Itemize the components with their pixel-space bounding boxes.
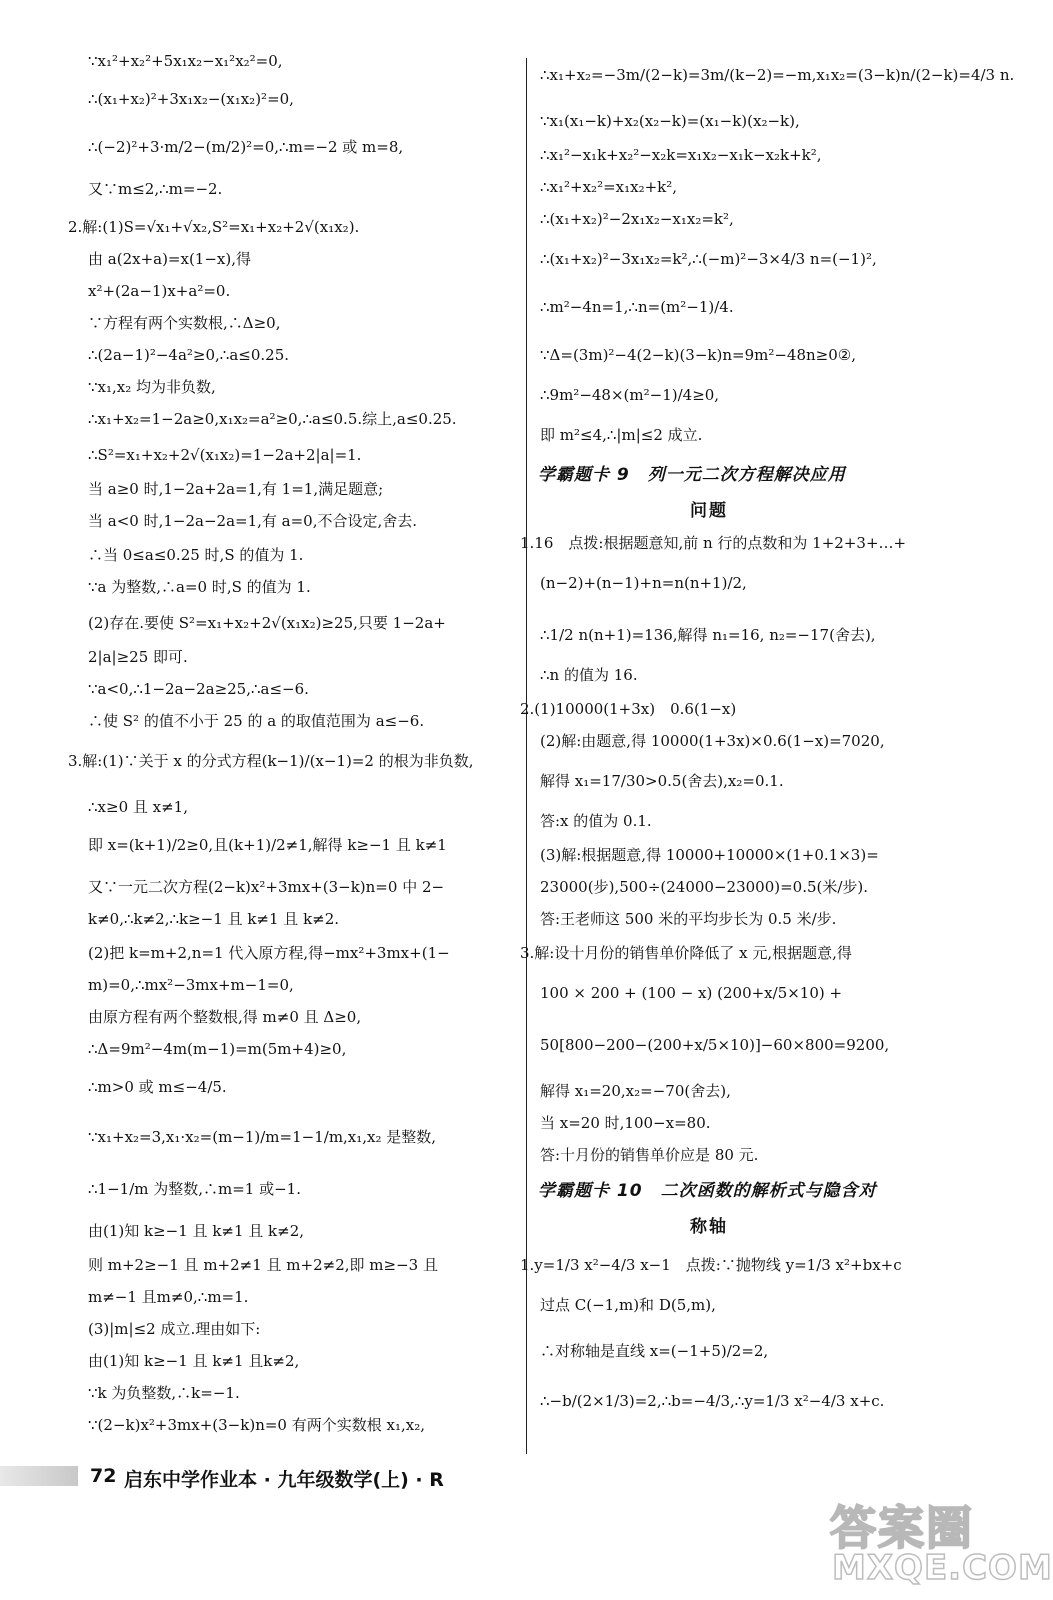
text-line: ∴(x₁+x₂)²−3x₁x₂=k²,∴(−m)²−3×4/3 n=(−1)²,	[540, 250, 877, 268]
text-line: ∴x₁²+x₂²=x₁x₂+k²,	[540, 178, 678, 196]
page-number: 72	[90, 1465, 117, 1487]
text-line: 50[800−200−(200+x/5×10)]−60×800=9200,	[540, 1036, 890, 1054]
text-line: ∵Δ=(3m)²−4(2−k)(3−k)n=9m²−48n≥0②,	[540, 346, 857, 364]
text-line: ∴−b/(2×1/3)=2,∴b=−4/3,∴y=1/3 x²−4/3 x+c.	[540, 1392, 885, 1410]
text-line: 2.解:(1)S=√x₁+√x₂,S²=x₁+x₂+2√(x₁x₂).	[68, 218, 360, 236]
text-line: 解得 x₁=17/30>0.5(舍去),x₂=0.1.	[540, 772, 784, 790]
card10-title: 学霸题卡 10 二次函数的解析式与隐含对	[538, 1181, 877, 1201]
text-line: ∵x₁²+x₂²+5x₁x₂−x₁²x₂²=0,	[88, 52, 283, 70]
text-line: 当 a≥0 时,1−2a+2a=1,有 1=1,满足题意;	[88, 480, 384, 498]
text-line: (2)存在.要使 S²=x₁+x₂+2√(x₁x₂)≥25,只要 1−2a+	[88, 614, 446, 632]
text-line: 3.解:(1)∵关于 x 的分式方程(k−1)/(x−1)=2 的根为非负数,	[68, 752, 474, 770]
watermark-text: 答案圈	[830, 1501, 974, 1555]
text-line: ∴x≥0 且 x≠1,	[88, 798, 188, 816]
text-line: ∴当 0≤a≤0.25 时,S 的值为 1.	[88, 546, 304, 564]
text-line: 当 x=20 时,100−x=80.	[540, 1114, 711, 1132]
text-line: ∴(x₁+x₂)²+3x₁x₂−(x₁x₂)²=0,	[88, 90, 294, 108]
text-line: 则 m+2≥−1 且 m+2≠1 且 m+2≠2,即 m≥−3 且	[88, 1256, 438, 1274]
text-line: ∴对称轴是直线 x=(−1+5)/2=2,	[540, 1342, 769, 1360]
text-line: 过点 C(−1,m)和 D(5,m),	[540, 1296, 716, 1314]
text-line: 2.(1)10000(1+3x) 0.6(1−x)	[520, 700, 737, 718]
text-line: 答:王老师这 500 米的平均步长为 0.5 米/步.	[540, 910, 837, 928]
text-line: 又∵一元二次方程(2−k)x²+3mx+(3−k)n=0 中 2−	[88, 878, 445, 896]
page-footer	[0, 1456, 1020, 1496]
text-line: 1.y=1/3 x²−4/3 x−1 点拨:∵抛物线 y=1/3 x²+bx+c	[520, 1256, 902, 1274]
text-line: ∵a 为整数,∴a=0 时,S 的值为 1.	[88, 578, 311, 596]
column-divider	[526, 58, 527, 1454]
card9-subtitle: 问题	[690, 501, 728, 521]
text-line: ∴(−2)²+3·m/2−(m/2)²=0,∴m=−2 或 m=8,	[88, 138, 404, 156]
text-line: 由 a(2x+a)=x(1−x),得	[88, 250, 252, 268]
text-line: ∴Δ=9m²−4m(m−1)=m(5m+4)≥0,	[88, 1040, 347, 1058]
book-title: 启东中学作业本 · 九年级数学(上) · R	[124, 1469, 444, 1491]
text-line: ∴m²−4n=1,∴n=(m²−1)/4.	[540, 298, 734, 316]
text-line: 当 a<0 时,1−2a−2a=1,有 a=0,不合设定,舍去.	[88, 512, 418, 530]
text-line: ∴使 S² 的值不小于 25 的 a 的取值范围为 a≤−6.	[88, 712, 425, 730]
text-line: k≠0,∴k≠2,∴k≥−1 且 k≠1 且 k≠2.	[88, 910, 340, 928]
text-line: 由(1)知 k≥−1 且 k≠1 且k≠2,	[88, 1352, 300, 1370]
text-line: 解得 x₁=20,x₂=−70(舍去),	[540, 1082, 731, 1100]
card10-subtitle: 称轴	[690, 1217, 728, 1237]
text-line: ∴m>0 或 m≤−4/5.	[88, 1078, 227, 1096]
text-line: ∴x₁²−x₁k+x₂²−x₂k=x₁x₂−x₁k−x₂k+k²,	[540, 146, 822, 164]
text-line: 答:x 的值为 0.1.	[540, 812, 652, 830]
text-line: (n−2)+(n−1)+n=n(n+1)/2,	[540, 574, 747, 592]
text-line: ∴1−1/m 为整数,∴m=1 或−1.	[88, 1180, 301, 1198]
text-line: 3.解:设十月份的销售单价降低了 x 元,根据题意,得	[520, 944, 852, 962]
text-line: ∴n 的值为 16.	[540, 666, 638, 684]
text-line: x²+(2a−1)x+a²=0.	[88, 282, 231, 300]
text-line: ∴x₁+x₂=1−2a≥0,x₁x₂=a²≥0,∴a≤0.5.综上,a≤0.25.	[88, 410, 457, 428]
footer-gray-bar	[0, 1466, 78, 1486]
text-line: ∴(x₁+x₂)²−2x₁x₂−x₁x₂=k²,	[540, 210, 734, 228]
watermark-logo	[830, 1492, 1053, 1592]
text-line: (2)解:由题意,得 10000(1+3x)×0.6(1−x)=7020,	[540, 732, 885, 750]
text-line: 又∵m≤2,∴m=−2.	[88, 180, 223, 198]
card9-title: 学霸题卡 9 列一元二次方程解决应用	[538, 465, 846, 485]
text-line: ∴9m²−48×(m²−1)/4≥0,	[540, 386, 720, 404]
text-line: 即 m²≤4,∴|m|≤2 成立.	[540, 426, 703, 444]
text-line: 1.16 点拨:根据题意知,前 n 行的点数和为 1+2+3+…+	[520, 534, 907, 552]
text-line: 23000(步),500÷(24000−23000)=0.5(米/步).	[540, 878, 869, 896]
text-line: 2|a|≥25 即可.	[88, 648, 188, 666]
text-line: ∵x₁(x₁−k)+x₂(x₂−k)=(x₁−k)(x₂−k),	[540, 112, 800, 130]
text-line: ∵x₁+x₂=3,x₁·x₂=(m−1)/m=1−1/m,x₁,x₂ 是整数,	[88, 1128, 437, 1146]
text-line: (3)解:根据题意,得 10000+10000×(1+0.1×3)=	[540, 846, 879, 864]
text-line: 由原方程有两个整数根,得 m≠0 且 Δ≥0,	[88, 1008, 362, 1026]
text-line: m≠−1 且m≠0,∴m=1.	[88, 1288, 249, 1306]
text-line: ∵(2−k)x²+3mx+(3−k)n=0 有两个实数根 x₁,x₂,	[88, 1416, 425, 1434]
text-line: m)=0,∴mx²−3mx+m−1=0,	[88, 976, 294, 994]
text-line: 100 × 200 + (100 − x) (200+x/5×10) +	[540, 984, 843, 1002]
text-line: ∴S²=x₁+x₂+2√(x₁x₂)=1−2a+2|a|=1.	[88, 446, 362, 464]
text-line: ∵方程有两个实数根,∴Δ≥0,	[88, 314, 281, 332]
text-line: (2)把 k=m+2,n=1 代入原方程,得−mx²+3mx+(1−	[88, 944, 450, 962]
text-line: ∵a<0,∴1−2a−2a≥25,∴a≤−6.	[88, 680, 309, 698]
text-line: ∵k 为负整数,∴k=−1.	[88, 1384, 240, 1402]
watermark-url: MXQE.COM	[832, 1548, 1053, 1588]
text-line: ∴(2a−1)²−4a²≥0,∴a≤0.25.	[88, 346, 290, 364]
text-line: 答:十月份的销售单价应是 80 元.	[540, 1146, 759, 1164]
text-line: ∴1/2 n(n+1)=136,解得 n₁=16, n₂=−17(舍去),	[540, 626, 876, 644]
text-line: 即 x=(k+1)/2≥0,且(k+1)/2≠1,解得 k≥−1 且 k≠1	[88, 836, 447, 854]
text-line: 由(1)知 k≥−1 且 k≠1 且 k≠2,	[88, 1222, 305, 1240]
text-line: ∴x₁+x₂=−3m/(2−k)=3m/(k−2)=−m,x₁x₂=(3−k)n/(2−k)=4/3 n.	[540, 66, 1015, 84]
text-line: (3)|m|≤2 成立.理由如下:	[88, 1320, 261, 1338]
text-line: ∵x₁,x₂ 均为非负数,	[88, 378, 216, 396]
